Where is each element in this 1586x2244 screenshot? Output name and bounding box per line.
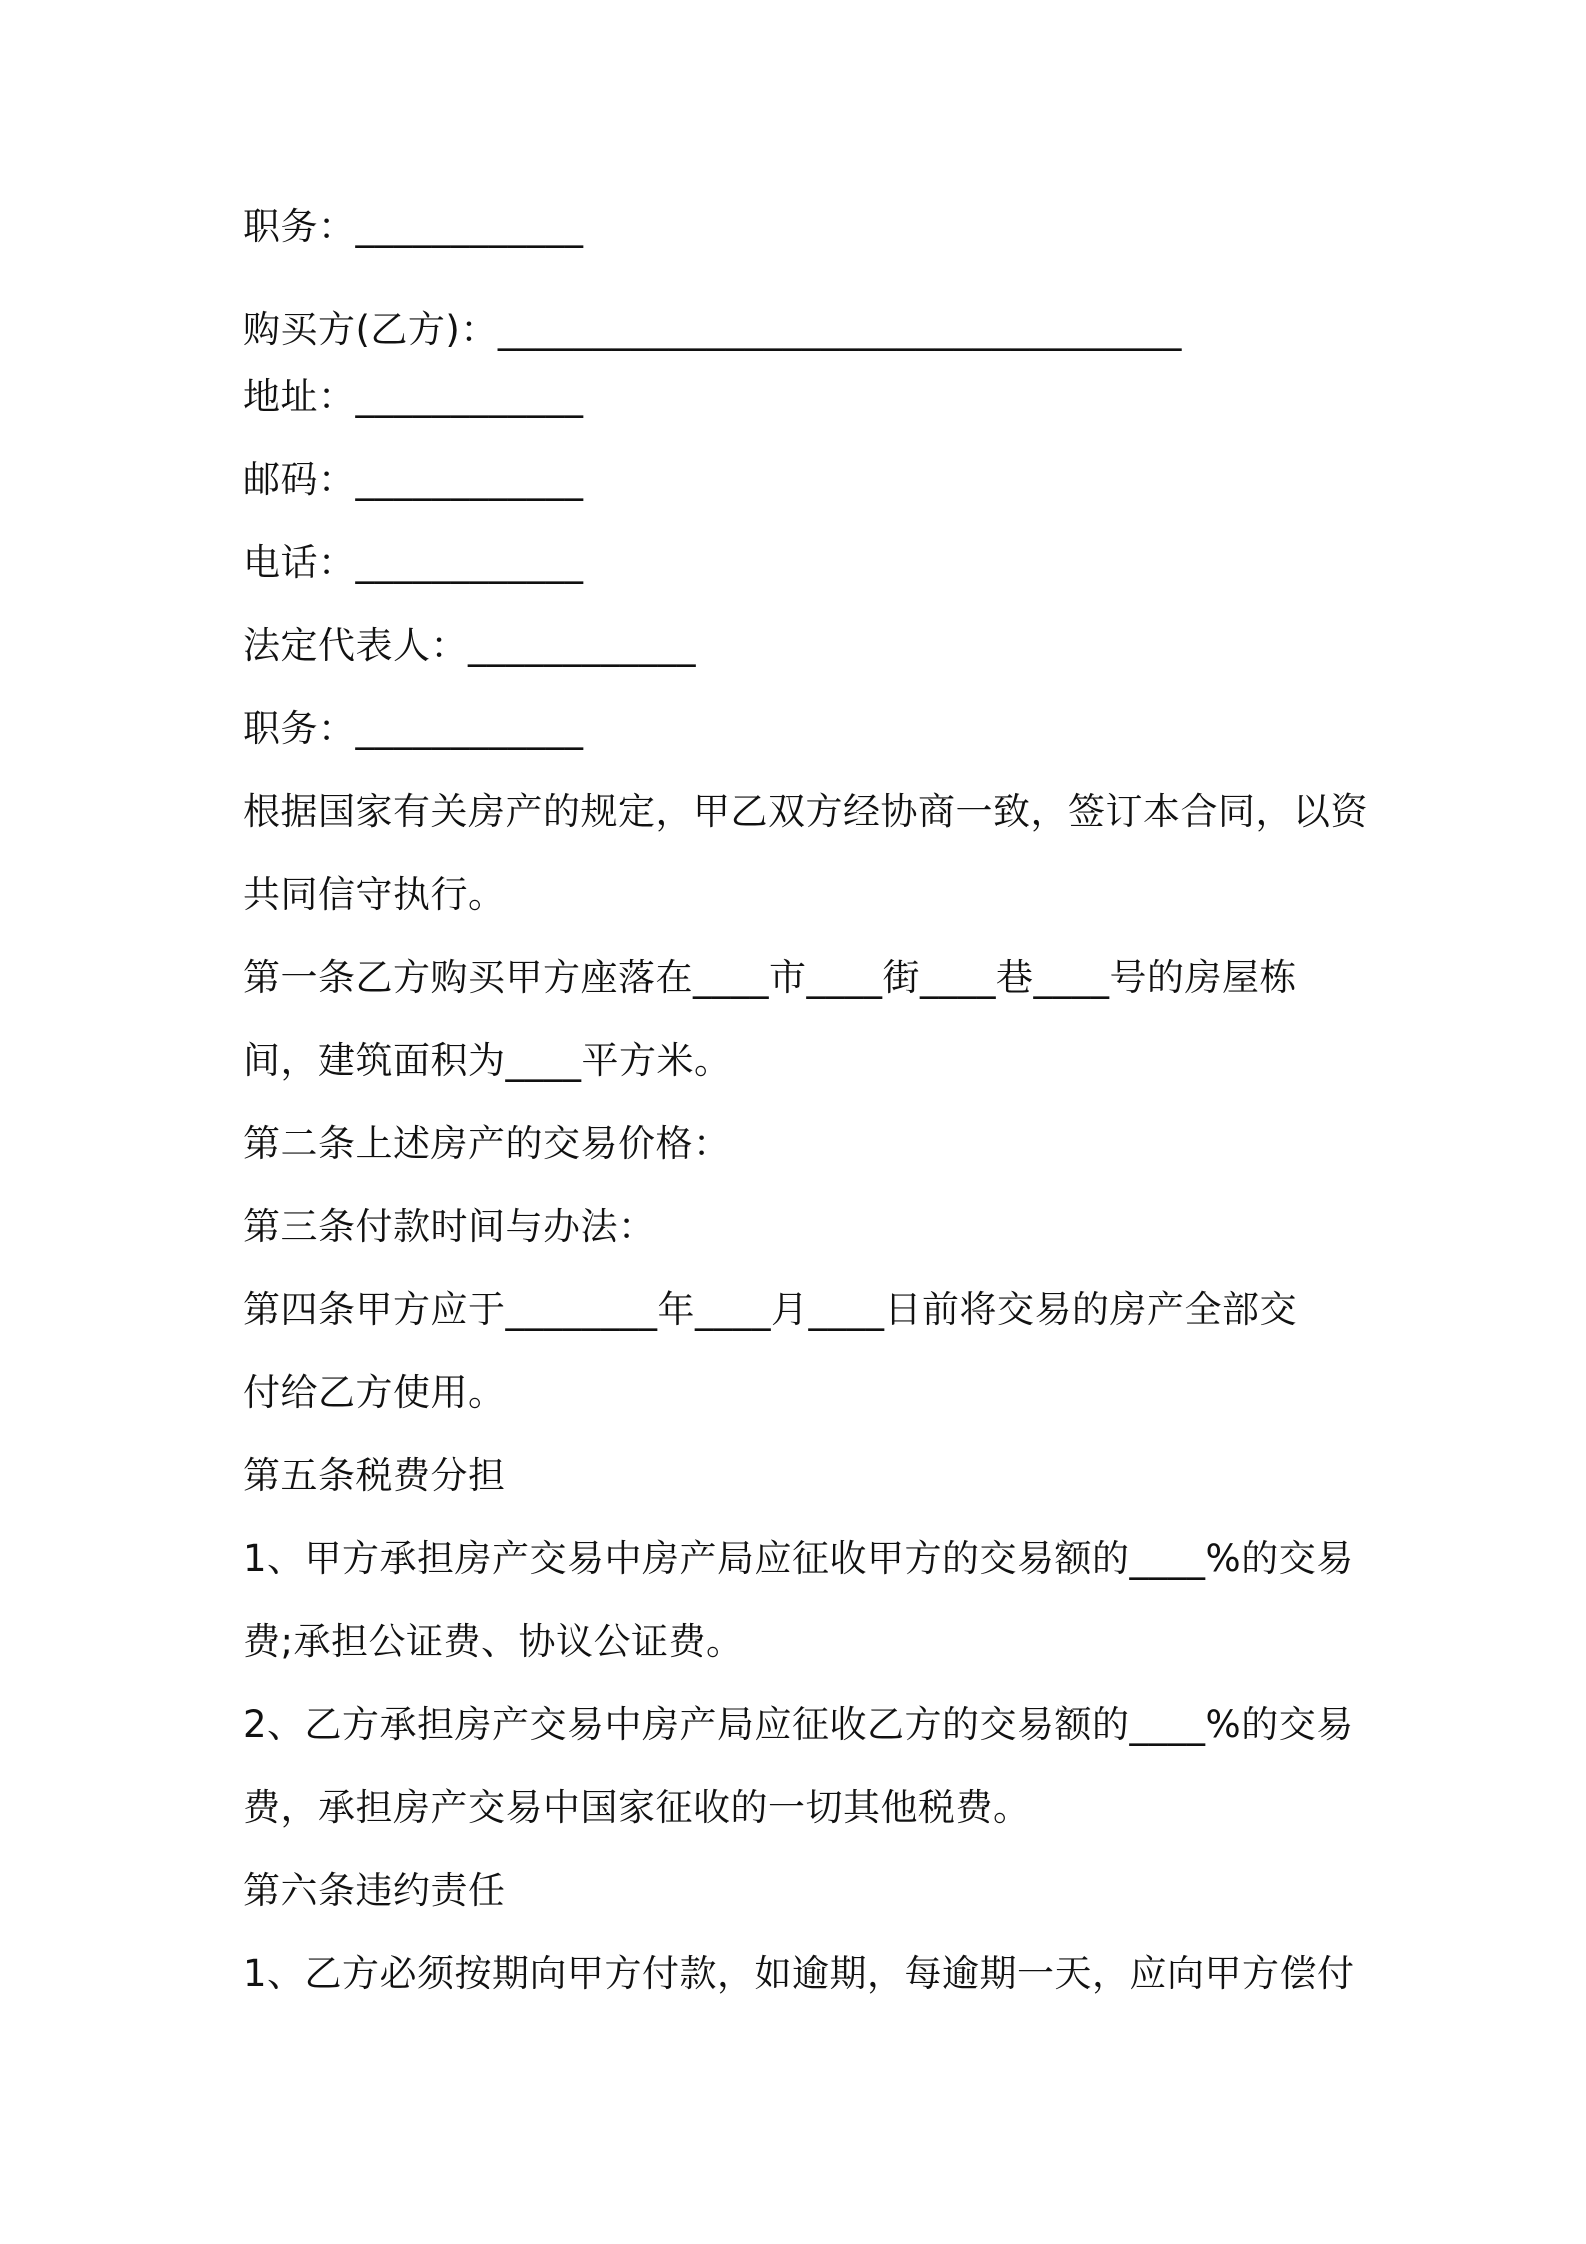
article-5-item-2-line-2: 费，承担房产交易中国家征收的一切其他税费。 (243, 1786, 1031, 1829)
article-4-line-1: 第四条甲方应于________年____月____日前将交易的房产全部交 (243, 1288, 1297, 1331)
article-5-item-1-line-2: 费;承担公证费、协议公证费。 (243, 1620, 744, 1663)
article-2: 第二条上述房产的交易价格： (243, 1122, 731, 1165)
buyer-postcode-field: 邮码：____________ (243, 458, 584, 501)
buyer-title-field: 职务：____________ (243, 707, 584, 750)
buyer-phone-field: 电话：____________ (243, 541, 584, 584)
preamble-line-2: 共同信守执行。 (243, 873, 506, 916)
article-1-line-2: 间，建筑面积为____平方米。 (243, 1039, 732, 1082)
preamble-line-1: 根据国家有关房产的规定，甲乙双方经协商一致，签订本合同，以资 (243, 790, 1368, 833)
article-1-line-1: 第一条乙方购买甲方座落在____市____街____巷____号的房屋栋 (243, 956, 1297, 999)
article-5-heading: 第五条税费分担 (243, 1454, 506, 1497)
buyer-name-field: 购买方(乙方)：____________________________________ (243, 308, 1182, 351)
buyer-legal-rep-field: 法定代表人：____________ (243, 624, 696, 667)
article-6-heading: 第六条违约责任 (243, 1869, 506, 1912)
seller-title-field: 职务：____________ (243, 205, 584, 248)
article-3: 第三条付款时间与办法： (243, 1205, 656, 1248)
article-5-item-1-line-1: 1、甲方承担房产交易中房产局应征收甲方的交易额的____%的交易 (243, 1537, 1354, 1580)
article-5-item-2-line-1: 2、乙方承担房产交易中房产局应征收乙方的交易额的____%的交易 (243, 1703, 1354, 1746)
buyer-address-field: 地址：____________ (243, 375, 584, 418)
article-4-line-2: 付给乙方使用。 (243, 1371, 506, 1414)
article-6-item-1-line-1: 1、乙方必须按期向甲方付款，如逾期，每逾期一天，应向甲方偿付 (243, 1952, 1355, 1995)
